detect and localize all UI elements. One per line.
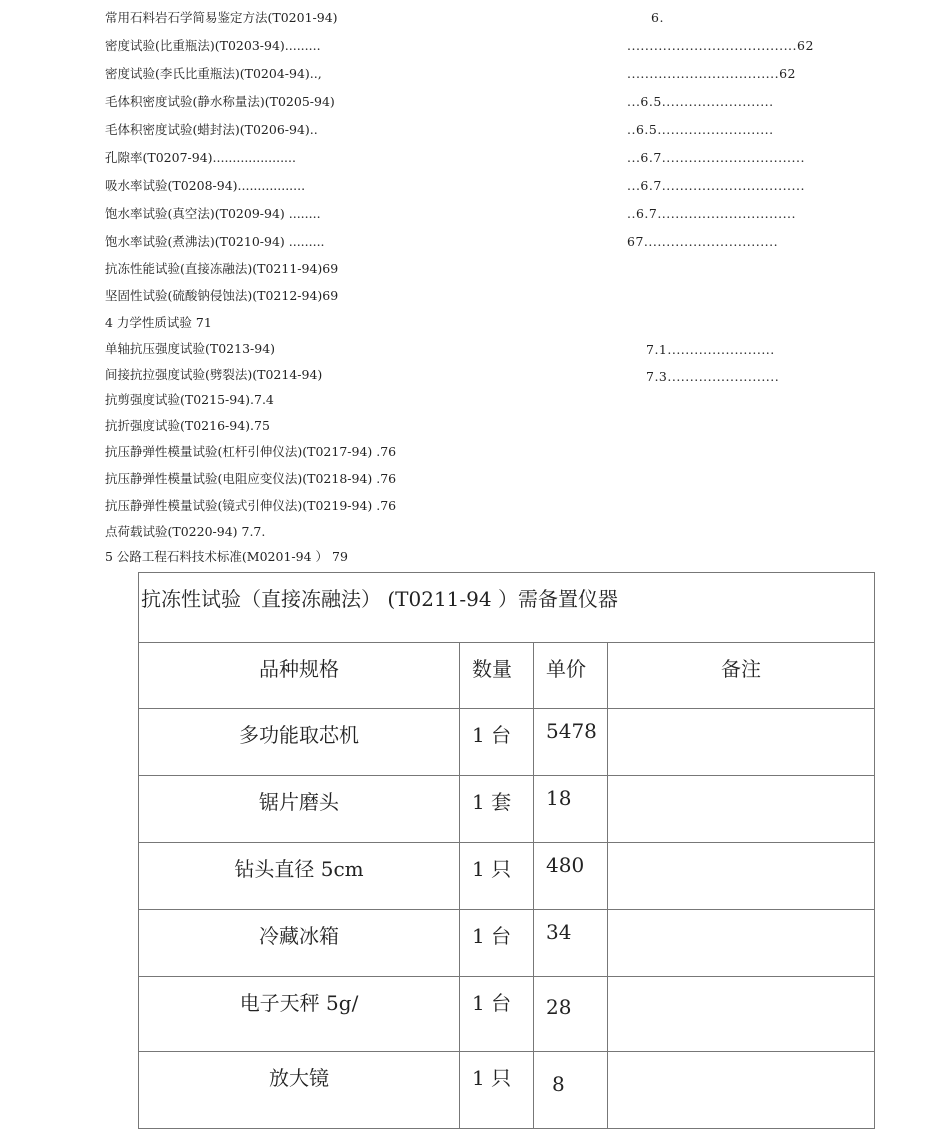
- table-row: [139, 843, 875, 910]
- cell-price: 5478: [534, 709, 608, 776]
- cell-name: 多功能取芯机: [139, 709, 460, 776]
- header-price: 单价: [534, 643, 608, 709]
- table-row: [139, 977, 875, 1052]
- cell-qty: 1 套: [460, 776, 534, 843]
- cell-note: [608, 709, 875, 776]
- cell-price: 8: [534, 1052, 608, 1129]
- header-note: 备注: [608, 643, 875, 709]
- toc-entry-left: 吸水率试验(T0208-94).................: [105, 178, 306, 193]
- toc-entry-left: 饱水率试验(真空法)(T0209-94) ........: [105, 206, 321, 221]
- table-row: [139, 1052, 875, 1129]
- table-row: [139, 910, 875, 977]
- cell-name: 锯片磨头: [139, 776, 460, 843]
- cell-note: [608, 1052, 875, 1129]
- toc-entry-left: 抗压静弹性模量试验(杠杆引伸仪法)(T0217-94) .76: [105, 444, 397, 459]
- toc-entry-right: 67..............................: [627, 234, 779, 249]
- toc-entry-left: 单轴抗压强度试验(T0213-94): [105, 341, 276, 356]
- toc-entry-right: 7.1........................: [646, 342, 775, 357]
- toc-entry-left: 点荷载试验(T0220-94) 7.7.: [105, 524, 266, 539]
- cell-qty: 1 只: [460, 843, 534, 910]
- toc-entry-left: 密度试验(李氏比重瓶法)(T0204-94)..,: [105, 66, 322, 81]
- toc-entry-left: 毛体积密度试验(静水称量法)(T0205-94): [105, 94, 335, 109]
- cell-price: 34: [534, 910, 608, 977]
- cell-price: 480: [534, 843, 608, 910]
- toc-entry-left: 抗冻性能试验(直接冻融法)(T0211-94)69: [105, 261, 339, 276]
- equipment-table: [138, 572, 875, 1129]
- toc-section-heading: 4 力学性质试验 71: [105, 315, 212, 330]
- cell-qty: 1 台: [460, 910, 534, 977]
- toc-entry-left: 密度试验(比重瓶法)(T0203-94).........: [105, 38, 321, 53]
- header-name: 品种规格: [139, 643, 460, 709]
- toc-entry-left: 间接抗拉强度试验(劈裂法)(T0214-94): [105, 367, 323, 382]
- toc-entry-right: ...6.7................................: [627, 150, 805, 165]
- toc-entry-left: 抗折强度试验(T0216-94).75: [105, 418, 270, 433]
- toc-entry-left: 坚固性试验(硫酸钠侵蚀法)(T0212-94)69: [105, 288, 339, 303]
- cell-note: [608, 977, 875, 1052]
- toc-entry-left: 抗压静弹性模量试验(镜式引伸仪法)(T0219-94) .76: [105, 498, 397, 513]
- toc-entry-right: ..6.5..........................: [627, 122, 774, 137]
- cell-note: [608, 843, 875, 910]
- cell-name: 冷藏冰箱: [139, 910, 460, 977]
- toc-entry-right: ......................................62: [627, 38, 814, 53]
- cell-price: 18: [534, 776, 608, 843]
- cell-note: [608, 776, 875, 843]
- toc-entry-right: ...6.7................................: [627, 178, 805, 193]
- toc-entry-left: 毛体积密度试验(蜡封法)(T0206-94)..: [105, 122, 318, 137]
- header-qty: 数量: [460, 643, 534, 709]
- cell-qty: 1 台: [460, 709, 534, 776]
- toc-entry-right: ..................................62: [627, 66, 797, 81]
- toc-entry-left: 孔隙率(T0207-94).....................: [105, 150, 296, 165]
- toc-entry-right: 7.3.........................: [646, 369, 780, 384]
- toc-entry-right: ..6.7...............................: [627, 206, 797, 221]
- table-header-row: [139, 643, 875, 709]
- cell-name: 钻头直径 5cm: [139, 843, 460, 910]
- cell-name: 放大镜: [139, 1052, 460, 1129]
- cell-qty: 1 台: [460, 977, 534, 1052]
- table-caption: 抗冻性试验（直接冻融法） (T0211-94 ）需备置仪器: [139, 573, 875, 643]
- toc-entry-left: 抗剪强度试验(T0215-94).7.4: [105, 392, 274, 407]
- toc-entry-left: 常用石料岩石学简易鉴定方法(T0201-94): [105, 10, 338, 25]
- toc-entry-left: 饱水率试验(煮沸法)(T0210-94) .........: [105, 234, 325, 249]
- toc-entry-right: ...6.5.........................: [627, 94, 774, 109]
- cell-price: 28: [534, 977, 608, 1052]
- table-row: [139, 776, 875, 843]
- cell-name: 电子天秤 5g/: [139, 977, 460, 1052]
- toc-entry-right: 6.: [651, 10, 664, 25]
- toc-section-heading: 5 公路工程石料技术标准(M0201-94 ） 79: [105, 549, 348, 564]
- cell-note: [608, 910, 875, 977]
- table-row: [139, 709, 875, 776]
- cell-qty: 1 只: [460, 1052, 534, 1129]
- toc-entry-left: 抗压静弹性模量试验(电阻应变仪法)(T0218-94) .76: [105, 471, 397, 486]
